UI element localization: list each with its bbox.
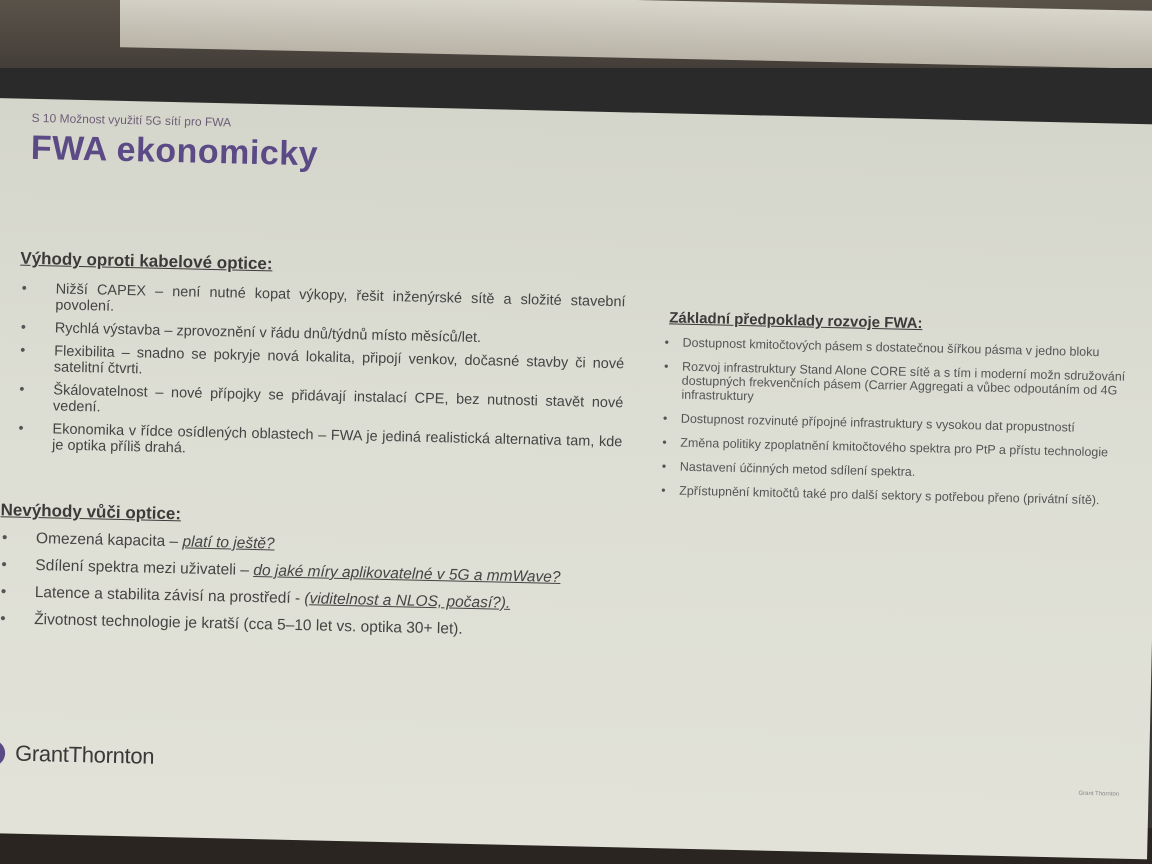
disadvantages-heading: Nevýhody vůči optice: [0,500,182,524]
list-item: • Škálovatelnost – nové přípojky se přidávají instalací CPE, bez nutnosti stavět nové vedení. [19,381,624,416]
slide-breadcrumb: S 10 Možnost využití 5G sítí pro FWA [31,110,232,130]
list-item: • Sdílení spektra mezi uživateli – do jaké míry aplikovatelné v 5G a mmWave? [1,556,561,586]
list-item: • Nižší CAPEX – není nutné kopat výkopy, řešit inženýrské sítě a složité stavební povolení. [21,280,626,315]
disadvantages-list [0,529,636,651]
logo-text: GrantThornton [14,740,155,769]
company-logo [0,740,155,770]
prerequisites-list [661,335,1152,519]
list-item: • Ekonomika v řídce osídlených oblastech – FWA je jediná realistická alternativa tam, kde je optika příliš drahá. [18,420,623,457]
list-item: • Rozvoj infrastruktury Stand Alone CORE sítě a s tím i moderní možn sdružování dostupných frekvenčních pásem (Carrier Aggregati a vůbec odpoutáním od 4G infrastruktury [663,359,1126,404]
list-item: • Rychlá výstavba – zprovoznění v řádu dnů/týdnů místo měsíců/let. [20,319,482,347]
list-item: • Nastavení účinných metod sdílení spektra. [661,459,916,479]
slide-title: FWA ekonomicky [30,128,319,174]
list-item: • Omezená kapacita – platí to ještě? [1,529,275,553]
list-item: • Flexibilita – snadno se pokryje nová lokalita, připojí venkov, dočasné stavby či nové satelitní čtvrti. [20,342,625,378]
advantages-list [18,280,626,473]
list-item: • Zpřístupnění kmitočtů také pro další sektory s potřebou přeno (privátní sítě). [661,483,1100,508]
logo-mark-icon [0,740,5,767]
list-item: • Životnost technologie je kratší (cca 5–10 let vs. optika 30+ let). [0,610,463,638]
list-item: • Latence a stabilita závisí na prostředí - (viditelnost a NLOS, počasí?). [0,583,511,612]
footer-small-text: Grant Thornton [1078,790,1120,798]
list-item: • Dostupnost kmitočtových pásem s dostatečnou šířkou pásma v jedno bloku [664,335,1100,360]
prerequisites-heading: Základní předpoklady rozvoje FWA: [668,309,923,333]
projected-slide [0,98,1152,859]
list-item: • Dostupnost rozvinuté přípojné infrastruktury s vysokou dat propustností [662,411,1075,435]
advantages-heading: Výhody oproti kabelové optice: [20,248,273,274]
list-item: • Změna politiky zpoplatnění kmitočtového spektra pro PtP a přístu technologie [662,435,1109,460]
